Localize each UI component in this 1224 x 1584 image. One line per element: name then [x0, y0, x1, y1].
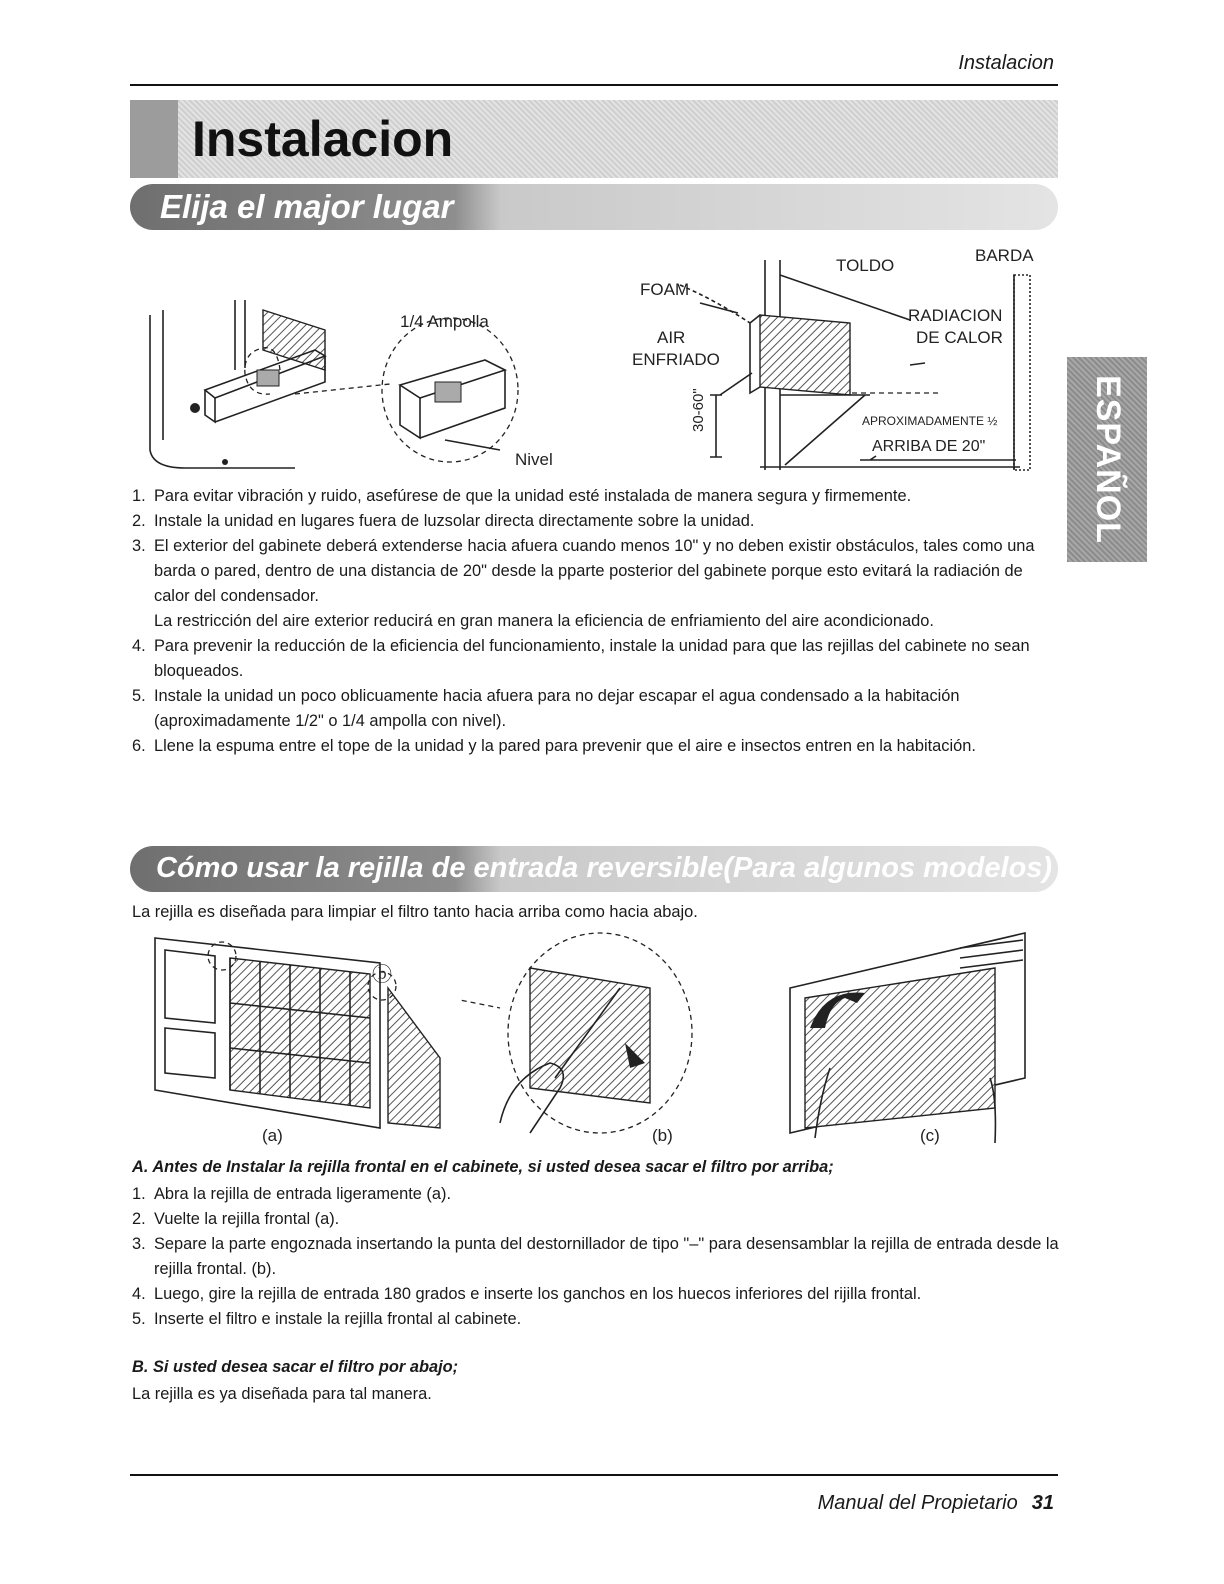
footer-rule	[130, 1474, 1058, 1476]
hinge-marker: ⓑ	[372, 964, 392, 986]
grille-intro: La rejilla es diseñada para limpiar el filtro tanto hacia arriba como hacia abajo.	[132, 903, 698, 921]
heat-label: DE CALOR	[916, 328, 1003, 347]
figure-c-label: (c)	[920, 1126, 940, 1145]
page-title: Instalacion	[192, 111, 454, 167]
banner-accent-block	[130, 100, 178, 178]
list-item: 4. Para prevenir la reducción de la eficiencia del funcionamiento, instale la unidad para que las rejillas del cabinete no sean bloqueados.	[132, 637, 1030, 680]
list-item: 6. Llene la espuma entre el tope de la unidad y la pared para prevenir que el aire e insectos entren en la habitación.	[132, 737, 976, 755]
list-item: 5. Instale la unidad un poco oblicuamente hacia afuera para no dejar escapar el agua condensado a la habitación (aproximadamente 1/2" o 1/4 ampolla con nivel).	[132, 687, 960, 730]
awning-label: TOLDO	[836, 256, 895, 275]
language-tab-label-wrap	[1067, 357, 1147, 562]
figure-a-label: (a)	[262, 1126, 283, 1145]
fence-label: BARDA	[975, 246, 1034, 265]
language-tab-label: ESPAÑOL	[1088, 375, 1127, 544]
running-header: Instalacion	[958, 52, 1054, 74]
approx-label: APROXIMADAMENTE ½	[862, 414, 998, 428]
grille-figure-b	[460, 928, 700, 1146]
list-item: 1. Abra la rejilla de entrada ligeramente (a).	[132, 1185, 452, 1203]
list-item: 2. Instale la unidad en lugares fuera de luzsolar directa directamente sobre la unidad.	[132, 512, 755, 530]
grille-figure-a	[150, 928, 450, 1146]
manual-title: Manual del Propietario	[817, 1492, 1018, 1514]
page-number: 31	[1031, 1492, 1054, 1514]
level-label: Nivel	[515, 450, 553, 469]
level-illustration	[145, 290, 575, 475]
procedure-b-heading: B. Si usted desea sacar el filtro por abajo;	[132, 1358, 459, 1376]
header-rule	[130, 84, 1058, 86]
list-item: 3. El exterior del gabinete deberá extenderse hacia afuera cuando menos 10" y no deben existir obstáculos, tales como una barda o pared, dentro de una distancia de 20" desde la pparte posterior del gabinete porque esto evitará la radiación de calor del condensador. La restricción del aire exterior reducirá en gran manera la eficiencia de enfriamiento del aire acondicionado.	[132, 537, 1035, 630]
placement-list	[132, 484, 1060, 759]
list-item: 4. Luego, gire la rejilla de entrada 180 grados e inserte los ganchos en los huecos inferiores del rijilla frontal.	[132, 1285, 922, 1303]
procedure-b-text: La rejilla es ya diseñada para tal manera.	[132, 1385, 432, 1403]
grille-figure-c	[785, 928, 1040, 1146]
procedure-a-steps	[132, 1182, 1060, 1332]
air-label: AIR	[657, 328, 686, 347]
procedure-a-heading: A. Antes de Instalar la rejilla frontal en el cabinete, si usted desea sacar el filtro por arriba;	[132, 1158, 834, 1176]
list-item: 5. Inserte el filtro e instale la rejilla frontal al cabinete.	[132, 1310, 522, 1328]
foam-label: FOAM	[640, 280, 690, 299]
bubble-label: 1/4 Ampolla	[400, 312, 489, 331]
cooled-label: ENFRIADO	[632, 350, 720, 369]
list-item: 2. Vuelte la rejilla frontal (a).	[132, 1210, 340, 1228]
distance-label: ARRIBA DE 20"	[872, 438, 986, 455]
list-item: 3. Separe la parte engoznada insertando la punta del destornillador de tipo "–" para desensamblar la rejilla de entrada desde la rejilla frontal. (b).	[132, 1235, 1059, 1278]
figure-b-label: (b)	[652, 1126, 673, 1145]
section-heading: Elija el major lugar	[160, 188, 454, 225]
section-heading-2: Cómo usar la rejilla de entrada reversible(Para algunos modelos)	[156, 852, 1053, 884]
height-label: 30-60"	[690, 388, 707, 432]
radiation-label: RADIACION	[908, 306, 1003, 325]
list-item: 1. Para evitar vibración y ruido, asefúrese de que la unidad esté instalada de manera segura y firmemente.	[132, 487, 912, 505]
footer	[818, 1492, 1054, 1515]
